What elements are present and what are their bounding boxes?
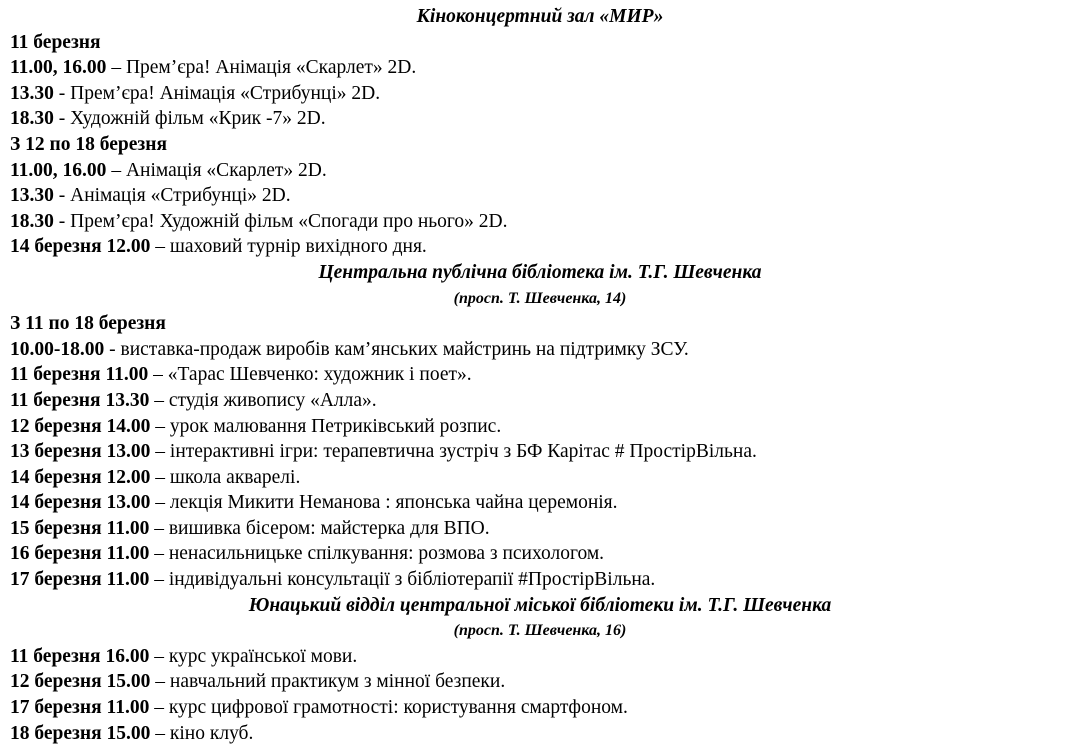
event-row xyxy=(10,567,1092,593)
event-row xyxy=(10,490,1092,516)
event-separator: – xyxy=(149,543,169,565)
event-separator: - xyxy=(53,210,71,232)
event-description: Анімація «Скарлет» 2D. xyxy=(125,159,327,181)
event-separator: – xyxy=(149,569,169,591)
event-row xyxy=(10,644,1092,670)
section-title: Центральна публічна бібліотека ім. Т.Г. Шевченка xyxy=(318,261,762,283)
event-description: «Тарас Шевченко: художник і поет». xyxy=(167,364,472,386)
event-time: 18.30 xyxy=(10,210,54,232)
event-time: 14 березня 12.00 xyxy=(10,466,151,488)
section-address: (просп. Т. Шевченка, 14) xyxy=(453,289,627,307)
event-separator: – xyxy=(149,697,169,719)
event-row xyxy=(10,465,1092,491)
event-description: вишивка бісером: майстерка для ВПО. xyxy=(168,517,490,539)
date-heading: З 12 по 18 березня xyxy=(10,133,168,155)
event-time: 13.30 xyxy=(10,185,54,207)
event-time: 14 березня 13.00 xyxy=(10,492,151,514)
event-description: інтерактивні ігри: терапевтична зустріч з БФ Карітас # ПростірВільна. xyxy=(169,441,757,463)
event-row xyxy=(10,55,1092,81)
event-row xyxy=(10,541,1092,567)
event-row xyxy=(10,234,1092,260)
event-description: студія живопису «Алла». xyxy=(168,389,377,411)
section-title: Кіноконцертний зал «МИР» xyxy=(416,6,664,27)
event-row xyxy=(10,106,1092,132)
event-separator: – xyxy=(150,236,170,258)
event-separator: – xyxy=(150,722,170,744)
event-description: курс української мови. xyxy=(168,645,358,667)
event-time: 18 березня 15.00 xyxy=(10,722,151,744)
event-separator: – xyxy=(106,57,126,79)
event-row xyxy=(10,337,1092,363)
event-separator: – xyxy=(149,645,169,667)
event-description: лекція Микити Неманова : японська чайна церемонія. xyxy=(169,492,618,514)
event-description: індивідуальні консультації з бібліотерапії #ПростірВільна. xyxy=(168,569,656,591)
event-separator: – xyxy=(150,671,170,693)
event-time: 18.30 xyxy=(10,108,54,130)
event-time: 13 березня 13.00 xyxy=(10,441,151,463)
event-description: урок малювання Петриківський розпис. xyxy=(169,415,502,437)
event-description: Прем’єра! Анімація «Скарлет» 2D. xyxy=(125,57,417,79)
event-separator: – xyxy=(106,159,126,181)
event-description: Анімація «Стрибунці» 2D. xyxy=(70,185,291,207)
event-separator: - xyxy=(53,185,71,207)
date-heading: З 11 по 18 березня xyxy=(10,313,166,335)
event-separator: – xyxy=(150,466,170,488)
event-row xyxy=(10,695,1092,721)
date-heading: 11 березня xyxy=(10,31,101,53)
event-separator: - xyxy=(104,338,121,360)
event-separator: – xyxy=(150,441,170,463)
event-time: 13.30 xyxy=(10,82,54,104)
event-time: 12 березня 15.00 xyxy=(10,671,151,693)
event-description: шаховий турнір вихідного дня. xyxy=(169,236,427,258)
event-row xyxy=(10,721,1092,746)
event-description: Прем’єра! Художній фільм «Спогади про нього» 2D. xyxy=(70,210,508,232)
event-time: 12 березня 14.00 xyxy=(10,415,151,437)
event-row xyxy=(10,209,1092,235)
event-time: 17 березня 11.00 xyxy=(10,697,150,719)
event-row xyxy=(10,669,1092,695)
event-description: виставка-продаж виробів кам’янських майстринь на підтримку ЗСУ. xyxy=(120,338,689,360)
event-separator: - xyxy=(53,82,71,104)
event-description: ненасильницьке спілкування: розмова з психологом. xyxy=(168,543,605,565)
event-time: 15 березня 11.00 xyxy=(10,517,150,539)
event-time: 11.00, 16.00 xyxy=(10,159,107,181)
section-title: Юнацький відділ центральної міської бібліотеки ім. Т.Г. Шевченка xyxy=(248,594,832,616)
event-description: Прем’єра! Анімація «Стрибунці» 2D. xyxy=(70,82,381,104)
event-row xyxy=(10,388,1092,414)
event-time: 11 березня 11.00 xyxy=(10,364,149,386)
event-time: 11 березня 13.30 xyxy=(10,389,150,411)
event-row xyxy=(10,439,1092,465)
event-description: школа акварелі. xyxy=(169,466,301,488)
event-separator: - xyxy=(53,108,71,130)
event-description: навчальний практикум з мінної безпеки. xyxy=(169,671,506,693)
event-row xyxy=(10,516,1092,542)
event-time: 14 березня 12.00 xyxy=(10,236,151,258)
event-row xyxy=(10,81,1092,107)
event-separator: – xyxy=(148,364,168,386)
event-time: 16 березня 11.00 xyxy=(10,543,150,565)
event-time: 11 березня 16.00 xyxy=(10,645,150,667)
event-time: 10.00-18.00 xyxy=(10,338,105,360)
event-row xyxy=(10,183,1092,209)
event-description: Художній фільм «Крик -7» 2D. xyxy=(70,108,326,130)
event-separator: – xyxy=(149,389,169,411)
event-time: 17 березня 11.00 xyxy=(10,569,150,591)
event-separator: – xyxy=(150,492,170,514)
event-separator: – xyxy=(150,415,170,437)
event-row xyxy=(10,362,1092,388)
event-time: 11.00, 16.00 xyxy=(10,57,107,79)
event-separator: – xyxy=(149,517,169,539)
event-description: кіно клуб. xyxy=(169,722,254,744)
event-row xyxy=(10,158,1092,184)
section-address: (просп. Т. Шевченка, 16) xyxy=(453,622,627,640)
event-description: курс цифрової грамотності: користування смартфоном. xyxy=(168,697,628,719)
event-row xyxy=(10,414,1092,440)
